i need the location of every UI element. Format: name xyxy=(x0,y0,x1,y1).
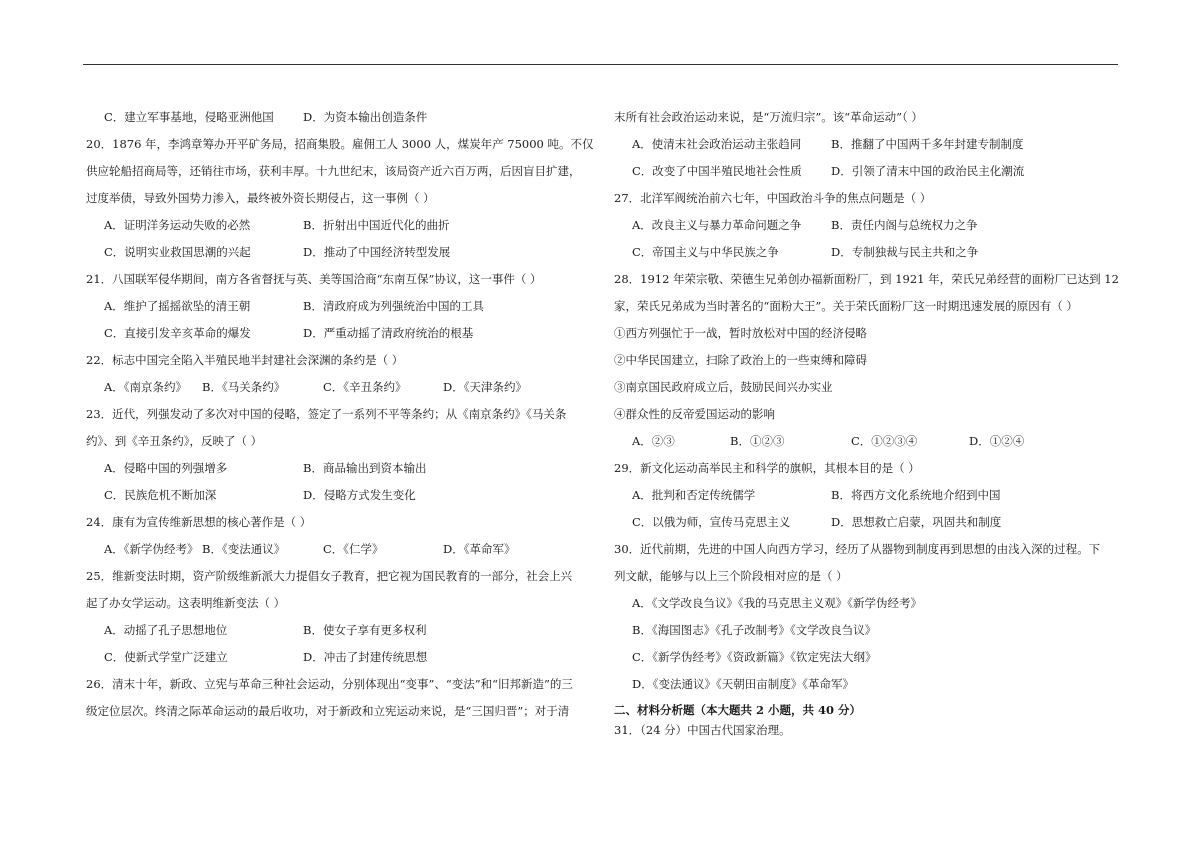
right-column xyxy=(614,104,1126,740)
options-cd xyxy=(614,239,1126,266)
option-c: C．帝国主义与中华民族之争 xyxy=(632,245,779,259)
options xyxy=(614,428,1126,455)
option-c: C．《辛丑条约》 xyxy=(323,380,407,394)
question-21 xyxy=(86,266,598,347)
option-a: A．改良主义与暴力革命问题之争 xyxy=(632,218,802,232)
option-a: A．《文学改良刍议》《我的马克思主义观》《新学伪经考》 xyxy=(632,596,923,610)
option-a: A．侵略中国的列强增多 xyxy=(104,461,228,475)
option-c: C．民族危机不断加深 xyxy=(104,488,217,502)
question-text: 20．1876 年，李鸿章筹办开平矿务局，招商集股。雇佣工人 3000 人，煤炭年产 75000 吨。不仅 xyxy=(86,137,594,151)
question-text: 22．标志中国完全陷入半殖民地半封建社会深渊的条约是（ ） xyxy=(86,353,404,367)
question-text: 21．八国联军侵华期间，南方各省督抚与英、美等国洽商“东南互保”协议，这一事件（ ） xyxy=(86,272,542,286)
option-c: C．《仁学》 xyxy=(323,542,384,556)
option-b: B．将西方文化系统地介绍到中国 xyxy=(831,488,1001,502)
options-ab xyxy=(614,131,1126,158)
question-28 xyxy=(614,266,1126,455)
question-text: 约》、到《辛丑条约》，反映了（ ） xyxy=(86,434,263,448)
options-cd xyxy=(86,320,598,347)
option-d: D．《变法通议》《天朝田亩制度》《革命军》 xyxy=(632,677,854,691)
option-d: D．严重动摇了清政府统治的根基 xyxy=(303,326,474,340)
question-text: 过度举债，导致外国势力渗入，最终被外资长期侵占，这一事例（ ） xyxy=(86,191,435,205)
list-item: ③南京国民政府成立后，鼓励民间兴办实业 xyxy=(614,380,833,394)
question-29 xyxy=(614,455,1126,536)
option-b: B．《海国图志》《孔子改制考》《文学改良刍议》 xyxy=(632,623,877,637)
options-cd xyxy=(614,509,1126,536)
header-rule xyxy=(83,64,1118,65)
option-d: D．《天津条约》 xyxy=(443,380,527,394)
question-25 xyxy=(86,563,598,671)
options-ab xyxy=(86,293,598,320)
question-text: 28．1912 年荣宗敬、荣德生兄弟创办福新面粉厂，到 1921 年，荣氏兄弟经营的面粉厂已达到 12 xyxy=(614,272,1119,286)
option-d: D．侵略方式发生变化 xyxy=(303,488,416,502)
option-d: D．推动了中国经济转型发展 xyxy=(303,245,451,259)
list-item: ①西方列强忙于一战，暂时放松对中国的经济侵略 xyxy=(614,326,867,340)
option-c: C．《新学伪经考》《资政新篇》《钦定宪法大纲》 xyxy=(632,650,877,664)
option-a: A．维护了摇摇欲坠的清王朝 xyxy=(104,299,251,313)
question-20 xyxy=(86,131,598,266)
question-23 xyxy=(86,401,598,509)
list-item: ②中华民国建立，扫除了政治上的一些束缚和障碍 xyxy=(614,353,867,367)
question-26 xyxy=(86,671,598,725)
option-b: B．清政府成为列强统治中国的工具 xyxy=(303,299,484,313)
option-b: B．《变法通议》 xyxy=(202,542,286,556)
option-b: B．折射出中国近代化的曲折 xyxy=(303,218,450,232)
options-ab xyxy=(86,212,598,239)
option-c: C．以俄为师，宣传马克思主义 xyxy=(632,515,791,529)
question-text: 24．康有为宣传维新思想的核心著作是（ ） xyxy=(86,515,312,529)
question-30 xyxy=(614,536,1126,698)
option-b: B．责任内阁与总统权力之争 xyxy=(831,218,978,232)
question-22 xyxy=(86,347,598,401)
option-a: A．②③ xyxy=(632,434,675,448)
question-27 xyxy=(614,185,1126,266)
left-column xyxy=(86,104,598,725)
option-b: B．①②③ xyxy=(730,434,785,448)
list-item: ④群众性的反帝爱国运动的影响 xyxy=(614,407,775,421)
options xyxy=(86,536,598,563)
option-d: D．①②④ xyxy=(969,434,1025,448)
section-heading: 二、材料分析题（本大题共 2 小题，共 40 分） xyxy=(614,703,862,717)
option-c: C．直接引发辛亥革命的爆发 xyxy=(104,326,251,340)
option-d: D．为资本输出创造条件 xyxy=(303,110,428,124)
question-text: 27．北洋军阀统治前六七年，中国政治斗争的焦点问题是（ ） xyxy=(614,191,932,205)
option-b: B．使女子享有更多权利 xyxy=(303,623,427,637)
question-text: 23．近代，列强发动了多次对中国的侵略，签定了一系列不平等条约；从《南京条约》《马关条 xyxy=(86,407,567,421)
option-a: A．《南京条约》 xyxy=(104,380,188,394)
option-a: A．证明洋务运动失败的必然 xyxy=(104,218,251,232)
option-d: D．引领了清末中国的政治民主化潮流 xyxy=(831,164,1025,178)
question-text: 起了办女学运动。这表明维新变法（ ） xyxy=(86,596,286,610)
option-c: C．说明实业救国思潮的兴起 xyxy=(104,245,251,259)
options-ab xyxy=(86,455,598,482)
option-d: D．《革命军》 xyxy=(443,542,516,556)
options-cd xyxy=(86,644,598,671)
question-24 xyxy=(86,509,598,563)
option-c: C．建立军事基地，侵略亚洲他国 xyxy=(104,110,274,124)
question-text: 级定位层次。终清之际革命运动的最后收功，对于新政和立宪运动来说，是“三国归晋”；对于清 xyxy=(86,704,570,718)
question-text: 家，荣氏兄弟成为当时著名的“面粉大王”。关于荣氏面粉厂这一时期迅速发展的原因有（ ） xyxy=(614,299,1078,313)
options-ab xyxy=(86,617,598,644)
option-c: C．①②③④ xyxy=(851,434,918,448)
question-text: 供应轮船招商局等，还销往市场，获利丰厚。十九世纪末，该局资产近六百万两，后因盲目扩建， xyxy=(86,164,581,178)
option-b: B．《马关条约》 xyxy=(202,380,286,394)
question-text: 末所有社会政治运动来说，是“万流归宗”。该“革命运动”（ ） xyxy=(614,110,923,124)
options xyxy=(86,374,598,401)
question-text: 29．新文化运动高举民主和科学的旗帜，其根本目的是（ ） xyxy=(614,461,920,475)
question-text: 25．维新变法时期，资产阶级维新派大力提倡女子教育，把它视为国民教育的一部分，社会上兴 xyxy=(86,569,573,583)
option-a: A．《新学伪经考》 xyxy=(104,542,199,556)
question-31: 31．（24 分）中国古代国家治理。 xyxy=(614,723,791,737)
options-ab xyxy=(614,482,1126,509)
option-a: A．批判和否定传统儒学 xyxy=(632,488,756,502)
question-text: 列文献，能够与以上三个阶段相对应的是（ ） xyxy=(614,569,848,583)
q19-options-cd xyxy=(86,104,598,131)
option-b: B．推翻了中国两千多年封建专制制度 xyxy=(831,137,1024,151)
option-a: A．动摇了孔子思想地位 xyxy=(104,623,228,637)
option-c: C．改变了中国半殖民地社会性质 xyxy=(632,164,802,178)
options-cd xyxy=(86,239,598,266)
option-b: B．商品输出到资本输出 xyxy=(303,461,427,475)
option-c: C．使新式学堂广泛建立 xyxy=(104,650,228,664)
option-a: A．使清末社会政治运动主张趋同 xyxy=(632,137,802,151)
question-text: 30．近代前期，先进的中国人向西方学习，经历了从器物到制度再到思想的由浅入深的过程。下 xyxy=(614,542,1101,556)
option-d: D．冲击了封建传统思想 xyxy=(303,650,428,664)
options-cd xyxy=(86,482,598,509)
options-cd xyxy=(614,158,1126,185)
question-26-continued xyxy=(614,104,1126,185)
options-ab xyxy=(614,212,1126,239)
option-d: D．思想救亡启蒙，巩固共和制度 xyxy=(831,515,1002,529)
question-text: 26．清末十年，新政、立宪与革命三种社会运动，分别体现出“变事”、“变法”和“旧邦新造”的三 xyxy=(86,677,573,691)
option-d: D．专制独裁与民主共和之争 xyxy=(831,245,979,259)
